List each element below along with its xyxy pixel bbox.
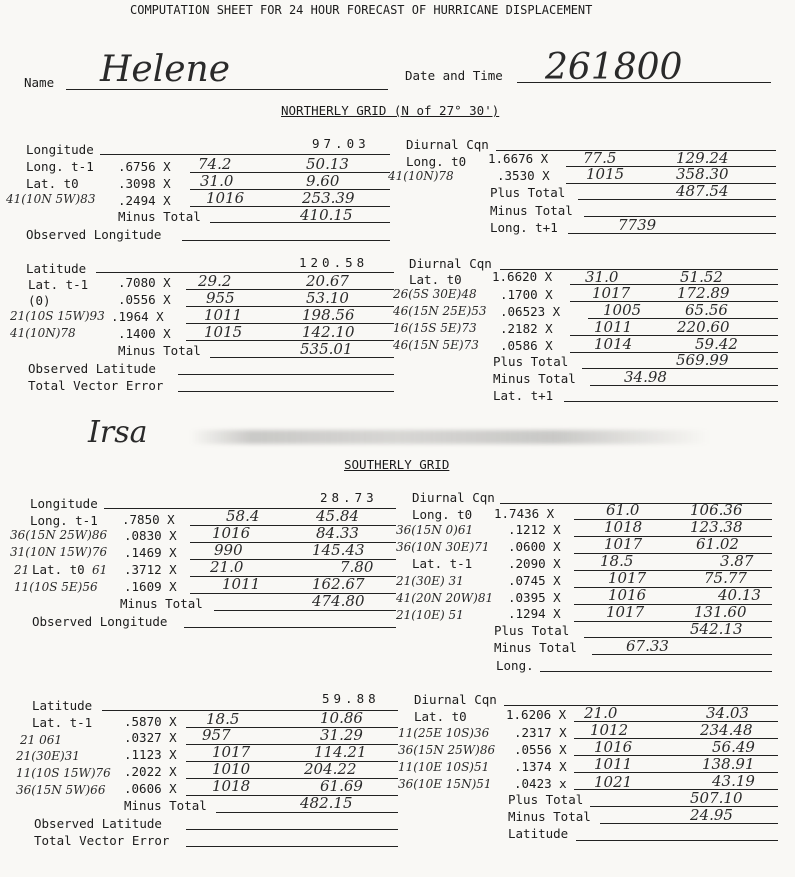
n-lon-r1-out: 50.13 [306,155,349,173]
n-rd-r5-in: 1014 [594,335,633,353]
n-rd-r4-in: 1011 [594,318,633,336]
n-lat-r2-coef: .0556 X [118,292,171,307]
s-rd-line-6 [590,806,778,807]
s-ld-r1-label: Long. t0 [412,507,473,522]
s-lon-r3-prefix: 31(10N 15W)76 [10,545,108,559]
n-ld-t1-value: 7739 [618,216,657,234]
s-lon-line-7 [184,627,396,628]
s-lon-r3-in: 990 [214,541,243,559]
s-ld-r5-in: 1017 [608,569,647,587]
s-ld-r7-coef: .1294 X [508,606,561,621]
s-lat-r3-prefix: 21(30E)31 [16,749,80,763]
s-lon-minus-value: 474.80 [312,592,365,610]
s-ld-r3-in: 1017 [604,535,643,553]
sheet-title: COMPUTATION SHEET FOR 24 HOUR FORECAST OF HURRICANE DISPLACEMENT [130,3,593,17]
s-lat-r3-out: 114.21 [314,743,367,761]
s-rd-r3-prefix: 36(15N 25W)86 [398,743,496,757]
s-rd-r5-coef: .0423 x [514,776,567,791]
s-lat-r4-prefix: 11(10S 15W)76 [16,766,111,780]
n-rd-minus-value: 34.98 [624,368,667,386]
n-lat-r2-out: 53.10 [306,289,349,307]
s-ld-r6-in: 1016 [608,586,647,604]
n-lat-tve-label: Total Vector Error [28,378,164,393]
northerly-grid-title: NORTHERLY GRID (N of 27° 30') [281,103,500,118]
s-lat-r2-in: 957 [202,726,231,744]
s-lon-r1-coef: .7850 X [122,512,175,527]
n-lat-r4-out: 142.10 [302,323,355,341]
n-ld-line-3 [578,199,776,200]
s-ld-plus-label: Plus Total [494,623,570,638]
s-lon-r4-prefix2: 61 [92,563,108,577]
n-lat-const: 120.58 [299,255,369,270]
s-lon-r5-prefix: 11(10S 5E)56 [14,580,98,594]
s-lat-observed-label: Observed Latitude [34,816,162,831]
n-lon-r3-prefix: 41(10N 5W)83 [6,192,96,206]
s-rd-r2-coef: .2317 X [514,725,567,740]
n-lat-line-7 [178,391,394,392]
s-lat-r5-coef: .0606 X [124,781,177,796]
s-lon-r2-coef: .0830 X [124,528,177,543]
s-lon-r4-out: 7.80 [340,558,374,576]
n-rd-r1-coef: 1.6620 X [492,269,553,284]
s-ld-r4-in: 18.5 [600,552,634,570]
n-lon-minus-label: Minus Total [118,209,201,224]
n-rd-label: Diurnal Cqn [409,256,492,271]
n-ld-r1-out: 129.24 [676,149,729,167]
s-lon-r1-label: Long. t-1 [30,513,98,528]
s-rd-plus-label: Plus Total [508,792,584,807]
s-lat-r1-coef: .5870 X [124,714,177,729]
n-lat-r3-in: 1011 [204,306,243,324]
s-ld-plus-value: 542.13 [690,620,743,638]
s-lat-r4-coef: .2022 X [124,764,177,779]
n-ld-r1-label: Long. t0 [406,154,467,169]
n-rd-t1-label: Lat. t+1 [493,388,554,403]
n-rd-line-2 [570,301,778,302]
s-rd-line-8 [576,840,778,841]
s-rd-minus-value: 24.95 [690,806,733,824]
eraser-smudge [190,430,710,444]
s-lon-observed-label: Observed Longitude [32,614,168,629]
n-lon-line-3 [190,206,390,207]
s-lon-r4-prefix: 21 [14,563,30,577]
s-lat-r2-prefix: 21 061 [20,733,62,747]
n-lat-line-6 [178,374,394,375]
s-lon-r4-label: Lat. t0 [32,562,85,577]
n-lat-r1-label: Lat. t-1 [28,277,89,292]
n-ld-line-2 [566,183,776,184]
n-rd-line-6 [582,368,778,369]
s-lat-r1-in: 18.5 [206,710,240,728]
n-lon-r3-out: 253.39 [302,189,355,207]
n-rd-r5-out: 59.42 [695,335,738,353]
s-lat-minus-label: Minus Total [124,798,207,813]
s-ld-r1-coef: 1.7436 X [494,506,555,521]
n-lon-r3-coef: .2494 X [118,193,171,208]
s-lon-const: 28.73 [320,490,378,505]
s-ld-r6-prefix: 41(20N 20W)81 [396,591,494,605]
s-ld-r4-label: Lat. t-1 [412,556,473,571]
s-lat-r5-out: 61.69 [320,777,363,795]
n-lon-r3-in: 1016 [206,189,245,207]
s-lat-tve-label: Total Vector Error [34,833,170,848]
s-ld-r4-coef: .2090 X [508,556,561,571]
n-rd-line-5 [570,352,778,353]
s-lon-r3-out: 145.43 [312,541,365,559]
s-lon-r4-in: 21.0 [210,558,244,576]
date-label: Date and Time [405,68,503,83]
n-lat-r3-prefix: 21(10S 15W)93 [10,309,105,323]
n-rd-r5-coef: .0586 X [500,338,553,353]
n-ld-r2-out: 358.30 [676,165,729,183]
n-rd-r3-out: 65.56 [685,301,728,319]
s-rd-r3-in: 1016 [594,738,633,756]
s-rd-r1-label: Lat. t0 [414,709,467,724]
s-lon-r2-in: 1016 [212,524,251,542]
s-rd-r3-coef: .0556 X [514,742,567,757]
s-ld-r7-in: 1017 [606,603,645,621]
name-value: Helene [100,49,231,90]
n-lat-r2-label: (0) [28,293,51,308]
s-ld-label: Diurnal Cqn [412,490,495,505]
s-lat-label: Latitude [32,698,93,713]
n-lat-line-0 [96,272,394,273]
s-lon-r1-in: 58.4 [226,507,260,525]
n-rd-r3-coef: .06523 X [500,304,561,319]
s-rd-r4-in: 1011 [594,755,633,773]
s-lat-r1-out: 10.86 [320,709,363,727]
n-lat-label: Latitude [26,261,87,276]
n-ld-label: Diurnal Cqn [406,137,489,152]
n-rd-r4-out: 220.60 [677,318,730,336]
s-lon-line-4 [190,576,396,577]
storm-name-irsa: Irsa [88,415,148,450]
n-rd-plus-value: 569.99 [676,351,729,369]
s-lon-minus-label: Minus Total [120,596,203,611]
n-lat-r1-out: 20.67 [306,272,349,290]
s-ld-r7-prefix: 21(10E) 51 [396,608,464,622]
n-lon-r1-label: Long. t-1 [26,159,94,174]
s-ld-r7-out: 131.60 [694,603,747,621]
s-ld-r2-coef: .1212 X [508,522,561,537]
n-rd-r2-out: 172.89 [677,284,730,302]
n-lon-observed-line [182,240,390,241]
s-rd-r4-prefix: 11(10E 10S)51 [398,760,490,774]
s-lat-r3-in: 1017 [212,743,251,761]
s-lat-line-7 [186,829,398,830]
s-rd-r4-out: 138.91 [702,755,755,773]
n-lat-r4-coef: .1400 X [118,326,171,341]
s-rd-line-7 [600,823,778,824]
southerly-grid-title: SOUTHERLY GRID [344,457,450,472]
n-rd-r5-prefix: 46(15N 5E)73 [393,338,479,352]
s-lat-line-5 [186,795,398,796]
s-lon-r3-coef: .1469 X [124,545,177,560]
n-ld-line-5 [568,233,776,234]
s-lon-r5-in: 1011 [222,575,261,593]
date-value: 261800 [545,47,683,88]
n-lat-r4-in: 1015 [204,323,243,341]
s-ld-t-label: Long. [496,658,534,673]
s-ld-r5-prefix: 21(30E) 31 [396,574,464,588]
s-ld-line-9 [592,654,772,655]
n-rd-r2-prefix: 26(5S 30E)48 [393,287,477,301]
n-lat-r1-in: 29.2 [198,272,232,290]
s-lon-label: Longitude [30,496,98,511]
s-lat-r1-label: Lat. t-1 [32,715,93,730]
n-lon-r2-label: Lat. t0 [26,176,79,191]
n-ld-r1-in: 77.5 [583,149,617,167]
s-rd-t-label: Latitude [508,826,569,841]
n-rd-r1-out: 51.52 [680,268,723,286]
s-rd-r5-prefix: 36(10E 15N)51 [398,777,492,791]
n-rd-r4-prefix: 16(15S 5E)73 [393,321,477,335]
s-rd-r1-out: 34.03 [706,704,749,722]
s-lat-line-8 [186,846,398,847]
s-rd-r5-out: 43.19 [712,772,755,790]
s-rd-r5-in: 1021 [594,773,633,791]
s-lon-r1-out: 45.84 [316,507,359,525]
s-lon-line-6 [214,610,396,611]
s-lat-line-6 [216,812,398,813]
s-lat-r5-in: 1018 [212,777,251,795]
n-rd-r1-label: Lat. t0 [409,272,462,287]
n-ld-plus-value: 487.54 [676,182,729,200]
n-ld-r2-prefix: 41(10N)78 [388,169,454,183]
n-lon-r1-in: 74.2 [198,155,232,173]
n-lon-const: 97.03 [312,136,370,151]
n-lat-line-4 [186,340,394,341]
n-lat-minus-label: Minus Total [118,343,201,358]
s-lon-r2-prefix: 36(15N 25W)86 [10,528,108,542]
s-lat-r3-coef: .1123 X [124,747,177,762]
s-lon-r2-out: 84.33 [316,524,359,542]
s-lat-r4-out: 204.22 [304,760,357,778]
s-ld-r2-out: 123.38 [690,518,743,536]
s-ld-r5-coef: .0745 X [508,573,561,588]
n-lon-r2-coef: .3098 X [118,176,171,191]
s-ld-line-8 [584,637,772,638]
n-lat-r4-prefix: 41(10N)78 [10,326,76,340]
s-rd-r2-in: 1012 [590,721,629,739]
n-lon-r2-in: 31.0 [200,172,234,190]
s-ld-minus-value: 67.33 [626,637,669,655]
s-lat-r2-out: 31.29 [320,726,363,744]
s-ld-line-10 [540,671,772,672]
s-ld-r2-prefix: 36(15N 0)61 [396,523,474,537]
s-lat-r4-in: 1010 [212,760,251,778]
s-rd-line-5 [574,789,778,790]
n-rd-r1-in: 31.0 [585,268,619,286]
s-ld-r6-out: 40.13 [718,586,761,604]
n-rd-line-8 [564,401,778,402]
n-lat-observed-label: Observed Latitude [28,361,156,376]
s-lon-r5-out: 162.67 [312,575,365,593]
n-rd-plus-label: Plus Total [493,354,569,369]
n-ld-line-4 [584,216,776,217]
n-rd-r3-prefix: 46(15N 25E)53 [393,304,487,318]
s-rd-r2-out: 234.48 [700,721,753,739]
s-lon-r4-coef: .3712 X [124,562,177,577]
n-lon-label: Longitude [26,142,94,157]
n-lon-minus-value: 410.15 [300,206,353,224]
s-lon-line-5 [190,593,396,594]
s-rd-r2-prefix: 11(25E 10S)36 [398,726,490,740]
n-lat-r2-in: 955 [206,289,235,307]
n-ld-minus-label: Minus Total [490,203,573,218]
s-rd-r3-out: 56.49 [712,738,755,756]
name-label: Name [24,75,55,90]
s-ld-r6-coef: .0395 X [508,590,561,605]
n-lon-line-4 [210,222,390,223]
n-lat-r1-coef: .7080 X [118,275,171,290]
n-ld-plus-label: Plus Total [490,185,566,200]
s-ld-r3-coef: .0600 X [508,539,561,554]
n-lon-observed-label: Observed Longitude [26,227,162,242]
n-rd-r2-coef: .1700 X [500,287,553,302]
n-ld-r2-coef: .3530 X [497,168,550,183]
n-lon-r2-out: 9.60 [306,172,340,190]
n-ld-r1-coef: 1.6676 X [488,151,549,166]
s-ld-r1-out: 106.36 [690,501,743,519]
n-lat-minus-value: 535.01 [300,340,353,358]
s-lat-minus-value: 482.15 [300,794,353,812]
n-ld-t1-label: Long. t+1 [490,220,558,235]
n-lat-line-5 [210,357,394,358]
s-rd-minus-label: Minus Total [508,809,591,824]
s-ld-r3-out: 61.02 [696,535,739,553]
s-ld-r1-in: 61.0 [606,501,640,519]
s-rd-label: Diurnal Cqn [414,692,497,707]
n-rd-r2-in: 1017 [592,284,631,302]
n-lat-r3-coef: .1964 X [111,309,164,324]
s-ld-minus-label: Minus Total [494,640,577,655]
s-ld-r3-prefix: 36(10N 30E)71 [396,540,490,554]
s-rd-plus-value: 507.10 [690,789,743,807]
s-ld-r5-out: 75.77 [704,569,747,587]
s-lon-r5-coef: .1609 X [124,579,177,594]
n-lat-r3-out: 198.56 [302,306,355,324]
n-ld-r2-in: 1015 [586,165,625,183]
n-rd-minus-label: Minus Total [493,371,576,386]
s-lat-r2-coef: .0327 X [124,730,177,745]
s-lat-const: 59.88 [322,691,380,706]
s-rd-r1-coef: 1.6206 X [506,707,567,722]
n-rd-r4-coef: .2182 X [500,321,553,336]
s-rd-r1-in: 21.0 [584,704,618,722]
s-ld-r4-out: 3.87 [720,552,754,570]
s-ld-r2-in: 1018 [604,518,643,536]
s-rd-r4-coef: .1374 X [514,759,567,774]
n-rd-r3-in: 1005 [603,301,642,319]
n-rd-line-7 [590,385,778,386]
s-lat-r5-prefix: 36(15N 5W)66 [16,783,106,797]
n-lon-r1-coef: .6756 X [118,159,171,174]
